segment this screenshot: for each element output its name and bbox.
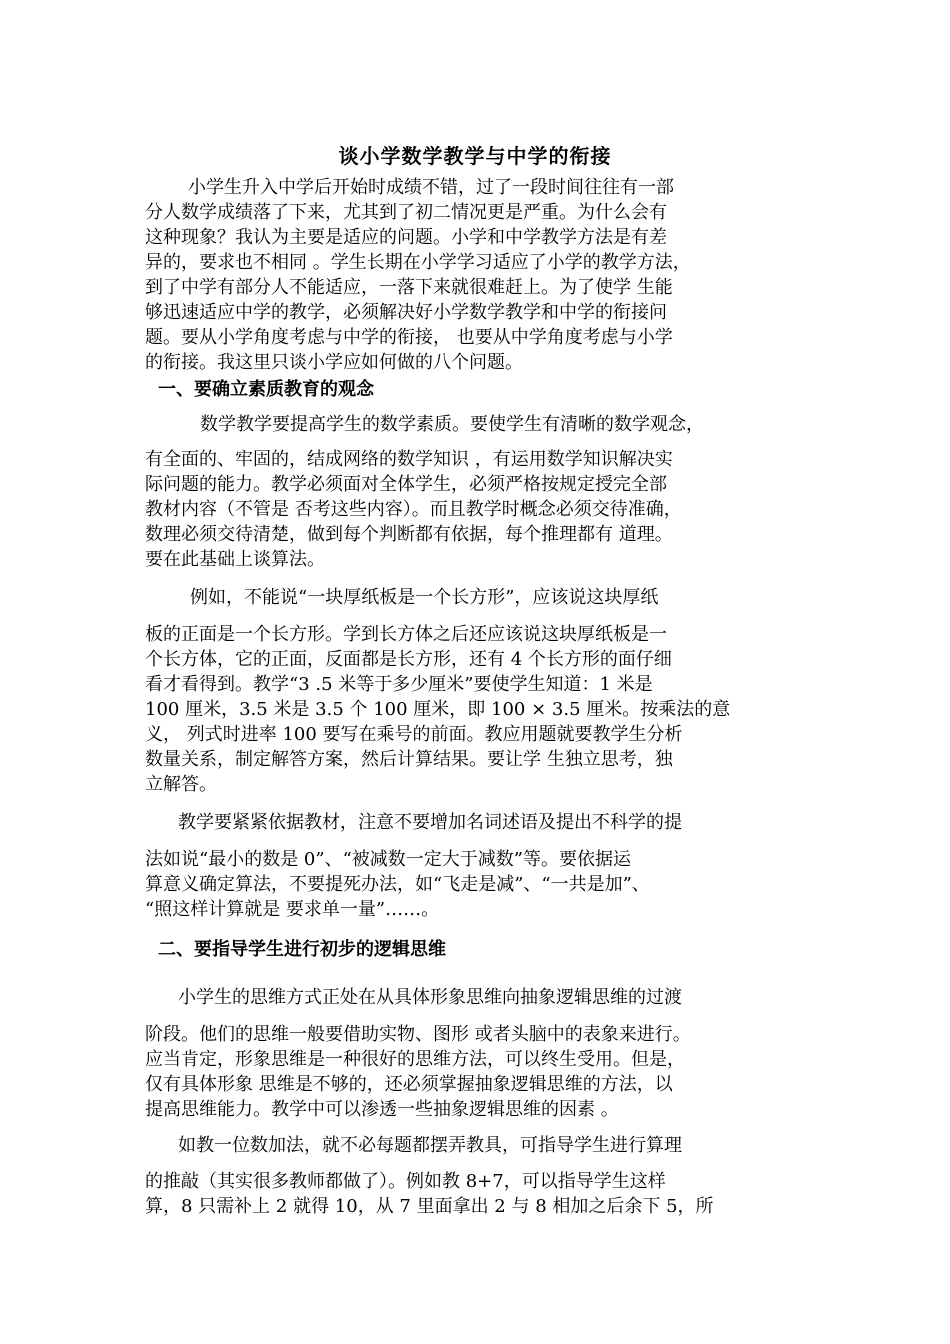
paragraph-line: 小学生的思维方式正处在从具体形象思维向抽象逻辑思维的过渡 [178,987,682,1008]
paragraph-line: 这种现象？我认为主要是适应的问题。小学和中学教学方法是有差 [145,227,667,248]
paragraph-line: 个长方体，它的正面，反面都是长方形，还有 4 个长方形的面仔细 [145,649,672,670]
paragraph-line: 数量关系，制定解答方案，然后计算结果。要让学 生独立思考，独 [145,749,673,770]
paragraph-line: 分人数学成绩落了下来，尤其到了初二情况更是严重。为什么会有 [145,202,667,223]
paragraph-line: 题。要从小学角度考虑与中学的衔接， 也要从中学角度考虑与小学 [145,327,673,348]
paragraph-line: 到了中学有部分人不能适应，一落下来就很难赶上。为了使学 生能 [145,277,673,298]
paragraph-line: 板的正面是一个长方形。学到长方体之后还应该说这块厚纸板是一 [145,624,667,645]
paragraph-line: 的衔接。我这里只谈小学应如何做的八个问题。 [145,352,523,373]
paragraph-line: 数学教学要提高学生的数学素质。要使学生有清晰的数学观念， [200,414,704,435]
paragraph-line: 教学要紧紧依据教材，注意不要增加名词述语及提出不科学的提 [178,812,682,833]
paragraph-line: 立解答。 [145,774,217,795]
paragraph-line: 够迅速适应中学的教学，必须解决好小学数学教学和中学的衔接问 [145,302,667,323]
paragraph-line: 阶段。他们的思维一般要借助实物、图形 或者头脑中的表象来进行。 [145,1024,691,1045]
paragraph-line: 义， 列式时进率 100 要写在乘号的前面。教应用题就要教学生分析 [145,724,683,745]
paragraph-line: 异的，要求也不相同 。学生长期在小学学习适应了小学的教学方法， [145,252,691,273]
paragraph-line: 100 厘米，3.5 米是 3.5 个 100 厘米，即 100 × 3.5 厘米。按乘法的意 [145,699,731,720]
paragraph-line: 教材内容（不管是 否考这些内容）。而且教学时概念必须交待准确， [145,499,682,520]
paragraph-line: 看才看得到。教学“3 .5 米等于多少厘米”要使学生知道：1 米是 [145,674,653,695]
document-title: 谈小学数学教学与中学的衔接 [338,144,612,168]
paragraph-line: 应当肯定，形象思维是一种很好的思维方法，可以终生受用。但是， [145,1049,685,1070]
section-heading: 一、要确立素质教育的观念 [158,379,374,400]
paragraph-line: 算意义确定算法，不要提死办法，如“飞走是减”、“一共是加”、 [145,874,650,895]
paragraph-line: 仅有具体形象 思维是不够的，还必须掌握抽象逻辑思维的方法，以 [145,1074,673,1095]
section-heading: 二、要指导学生进行初步的逻辑思维 [158,939,446,960]
paragraph-line: 要在此基础上谈算法。 [145,549,325,570]
paragraph-line: 际问题的能力。教学必须面对全体学生，必须严格按规定授完全部 [145,474,667,495]
paragraph-line: 的推敲（其实很多教师都做了）。例如教 8+7，可以指导学生这样 [145,1171,666,1192]
paragraph-line: 提高思维能力。教学中可以渗透一些抽象逻辑思维的因素 。 [145,1099,619,1120]
paragraph-line: 小学生升入中学后开始时成绩不错，过了一段时间往往有一部 [188,177,674,198]
paragraph-line: 如教一位数加法，就不必每题都摆弄教具，可指导学生进行算理 [178,1135,682,1156]
paragraph-line: “照这样计算就是 要求单一量”……。 [145,899,440,920]
paragraph-line: 例如，不能说“一块厚纸板是一个长方形”，应该说这块厚纸 [190,587,659,608]
paragraph-line: 法如说“最小的数是 0”、“被减数一定大于减数”等。要依据运 [145,849,631,870]
paragraph-line: 数理必须交待清楚，做到每个判断都有依据，每个推理都有 道理。 [145,524,673,545]
paragraph-line: 有全面的、牢固的，结成网络的数学知识 ，有运用数学知识解决实 [145,449,673,470]
paragraph-line: 算，8 只需补上 2 就得 10，从 7 里面拿出 2 与 8 相加之后余下 5，所 [145,1196,714,1217]
